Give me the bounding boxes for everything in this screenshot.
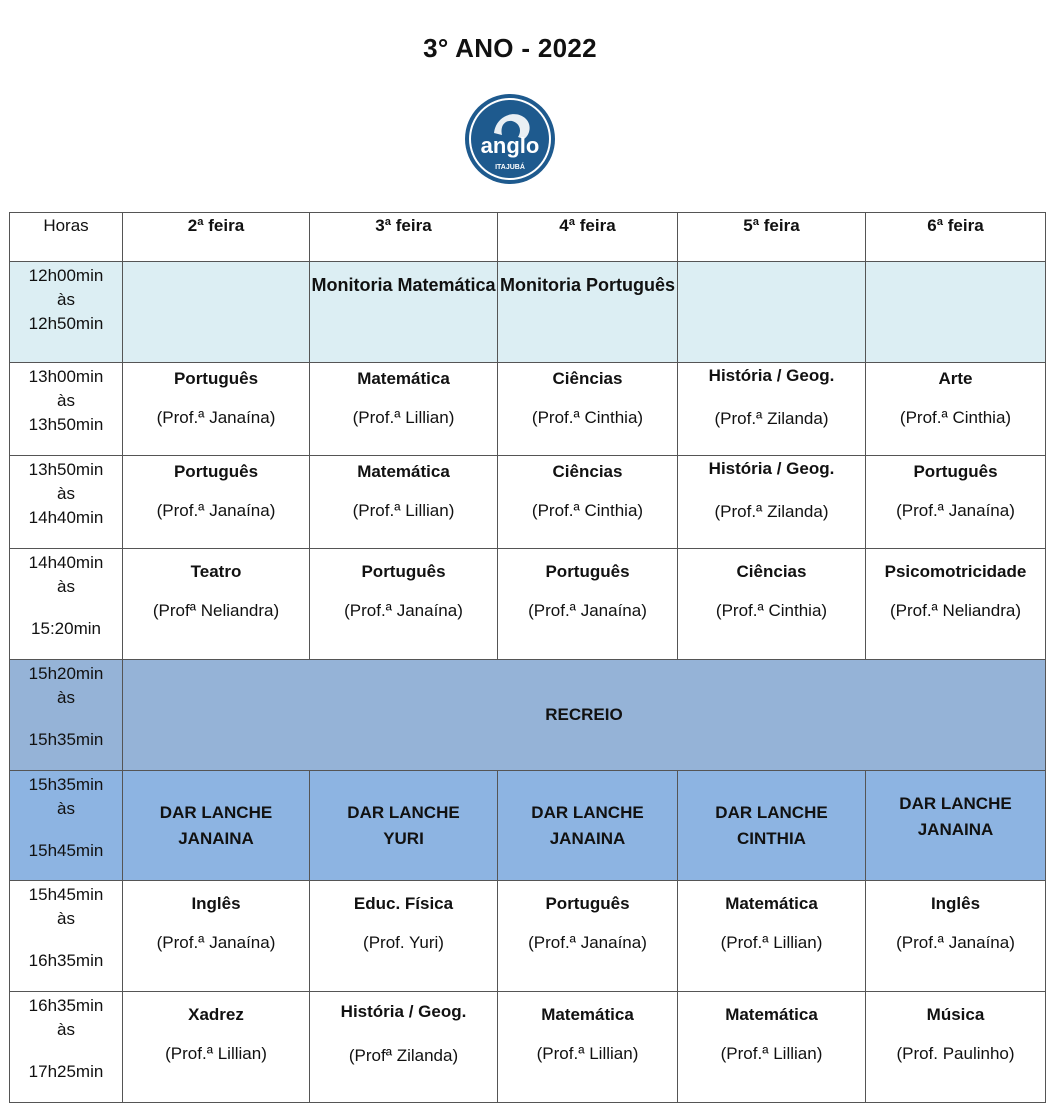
- lesson-cell: Xadrez (Prof.ª Lillian): [123, 992, 310, 1103]
- lesson-cell: Monitoria Português: [498, 262, 678, 363]
- lesson-cell: Educ. Física (Prof. Yuri): [310, 881, 498, 992]
- lesson-cell: Matemática (Prof.ª Lillian): [498, 992, 678, 1103]
- lesson-cell: [678, 262, 866, 363]
- lesson-cell: Português (Prof.ª Janaína): [310, 549, 498, 660]
- hours-header: Horas: [10, 213, 123, 262]
- lesson-cell: História / Geog. (Prof.ª Zilanda): [678, 363, 866, 456]
- lesson-cell: História / Geog. (Profª Zilanda): [310, 992, 498, 1103]
- table-row: [10, 660, 1046, 771]
- time-cell: 15h35min às 15h45min: [10, 771, 123, 881]
- lesson-cell: Ciências (Prof.ª Cinthia): [498, 456, 678, 549]
- lanche-cell: DAR LANCHE CINTHIA: [678, 771, 866, 881]
- lesson-cell: Ciências (Prof.ª Cinthia): [678, 549, 866, 660]
- lesson-cell: Matemática (Prof.ª Lillian): [678, 992, 866, 1103]
- table-row: [10, 992, 1046, 1103]
- lanche-cell: DAR LANCHE JANAINA: [866, 771, 1046, 881]
- lesson-cell: Psicomotricidade (Prof.ª Neliandra): [866, 549, 1046, 660]
- time-cell: 12h00min às 12h50min: [10, 262, 123, 363]
- time-cell: 13h50min às 14h40min: [10, 456, 123, 549]
- time-cell: 16h35min às 17h25min: [10, 992, 123, 1103]
- anglo-logo: [464, 93, 556, 185]
- lesson-cell: [866, 262, 1046, 363]
- lesson-cell: Português (Prof.ª Janaína): [123, 456, 310, 549]
- lesson-cell: Matemática (Prof.ª Lillian): [678, 881, 866, 992]
- lesson-cell: Português (Prof.ª Janaína): [866, 456, 1046, 549]
- table-row: [10, 549, 1046, 660]
- lesson-cell: Português (Prof.ª Janaína): [498, 881, 678, 992]
- header-row: [10, 213, 1046, 262]
- table-row: [10, 363, 1046, 456]
- recreio-cell: RECREIO: [123, 660, 1046, 771]
- time-cell: 15h20min às 15h35min: [10, 660, 123, 771]
- day-header: 3ª feira: [310, 213, 498, 262]
- lanche-cell: DAR LANCHE JANAINA: [123, 771, 310, 881]
- lesson-cell: Inglês (Prof.ª Janaína): [123, 881, 310, 992]
- lesson-cell: Português (Prof.ª Janaína): [123, 363, 310, 456]
- lesson-cell: Arte (Prof.ª Cinthia): [866, 363, 1046, 456]
- schedule-table: [9, 212, 1046, 1103]
- table-row: [10, 456, 1046, 549]
- lanche-cell: DAR LANCHE JANAINA: [498, 771, 678, 881]
- table-row: [10, 771, 1046, 881]
- time-cell: 14h40min às 15:20min: [10, 549, 123, 660]
- time-cell: 15h45min às 16h35min: [10, 881, 123, 992]
- lesson-cell: Matemática (Prof.ª Lillian): [310, 363, 498, 456]
- day-header: 2ª feira: [123, 213, 310, 262]
- logo-brand: anglo: [480, 133, 540, 158]
- lesson-cell: Teatro (Profª Neliandra): [123, 549, 310, 660]
- logo-city: ITAJUBÁ: [495, 164, 525, 171]
- day-header: 6ª feira: [866, 213, 1046, 262]
- lesson-cell: Música (Prof. Paulinho): [866, 992, 1046, 1103]
- lanche-cell: DAR LANCHE YURI: [310, 771, 498, 881]
- table-row: [10, 262, 1046, 363]
- lesson-cell: Inglês (Prof.ª Janaína): [866, 881, 1046, 992]
- table-row: [10, 881, 1046, 992]
- day-header: 5ª feira: [678, 213, 866, 262]
- lesson-cell: Ciências (Prof.ª Cinthia): [498, 363, 678, 456]
- lesson-cell: História / Geog. (Prof.ª Zilanda): [678, 456, 866, 549]
- lesson-cell: Monitoria Matemática: [310, 262, 498, 363]
- time-cell: 13h00min às 13h50min: [10, 363, 123, 456]
- page-title: 3° ANO - 2022: [423, 33, 597, 63]
- lesson-cell: [123, 262, 310, 363]
- lesson-cell: Português (Prof.ª Janaína): [498, 549, 678, 660]
- day-header: 4ª feira: [498, 213, 678, 262]
- lesson-cell: Matemática (Prof.ª Lillian): [310, 456, 498, 549]
